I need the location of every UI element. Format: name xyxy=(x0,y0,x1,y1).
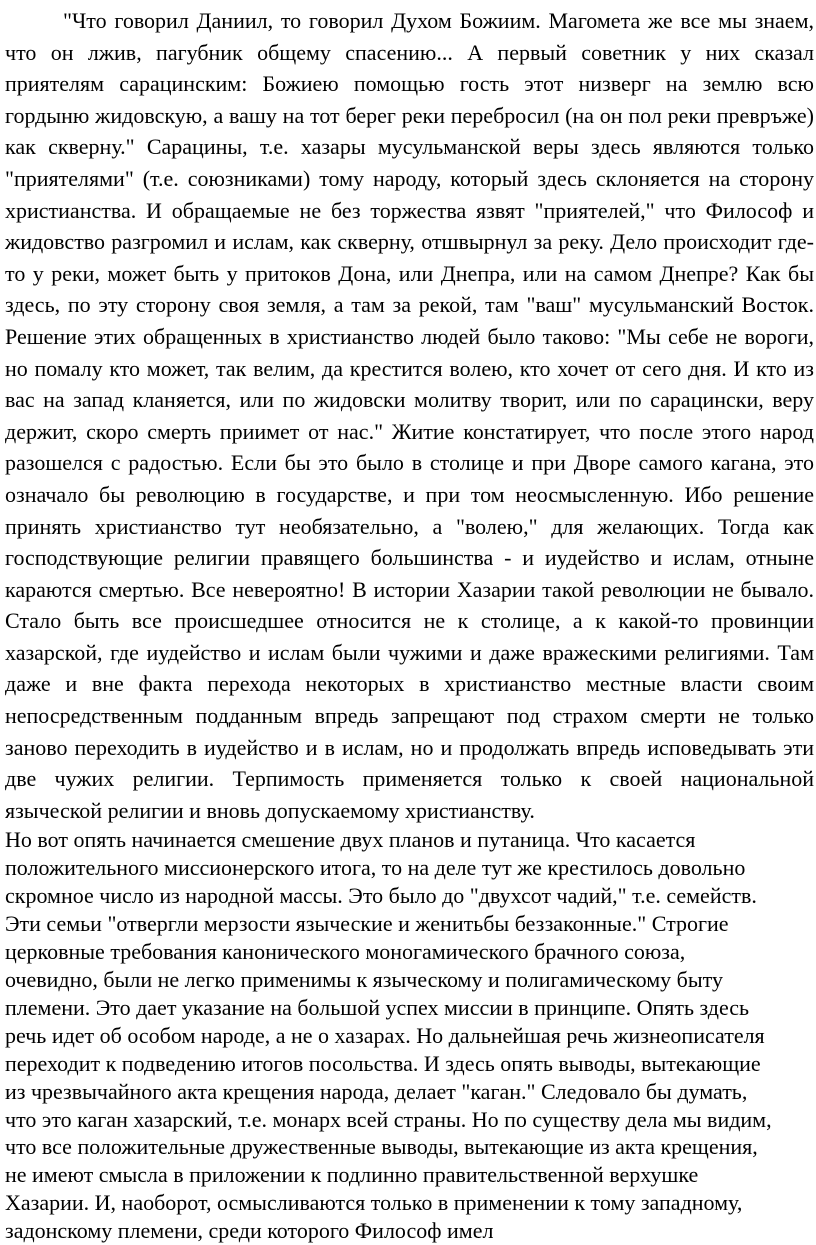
paragraph-2: Но вот опять начинается смешение двух планов и путаница. Что касается положительного миссионерского итога, то на деле тут же крестилось довольно скромное число из народной массы. Это было до "двухсот чадий," т.е. семейств. Эти семьи "отвергли мерзости языческие и женитьбы беззаконные." Строгие церковные требования канонического моногамического брачного союза, очевидно, были не легко применимы к языческому и полигамическому быту племени. Это дает указание на большой успех миссии в принципе. Опять здесь речь идет об особом народе, а не о хазарах. Но дальнейшая речь жизнеописателя переходит к подведению итогов посольства. И здесь опять выводы, вытекающие из чрезвычайного акта крещения народа, делает "каган." Следовало бы думать, что это каган хазарский, т.е. монарх всей страны. Но по существу дела мы видим, что все положительные дружественные выводы, вытекающие из акта крещения, не имеют смысла в приложении к подлинно правительственной верхушке Хазарии. И, наоборот, осмысливаются только в применении к тому западному, задонскому племени, среди которого Философ имел xyxy=(5,827,772,1244)
paragraph-1: "Что говорил Даниил, то говорил Духом Божиим. Магомета же все мы знаем, что он лжив, пагубник общему спасению... А первый советник у них сказал приятелям сарацинским: Божиею помощью гость этот низверг на землю всю гордыню жидовскую, а вашу на тот берег реки перебросил (на он пол реки превръже) как скверну." Сарацины, т.е. хазары мусульманской веры здесь являются только "приятелями" (т.е. союзниками) тому народу, который здесь склоняется на сторону христианства. И обращаемые не без торжества язвят "приятелей," что Философ и жидовство разгромил и ислам, как скверну, отшвырнул за реку. Дело происходит где-то у реки, может быть у притоков Дона, или Днепра, или на самом Днепре? Как бы здесь, по эту сторону своя земля, а там за рекой, там "ваш" мусульманский Восток. Решение этих обращенных в христианство людей было таково: "Мы себе не вороги, но помалу кто может, так велим, да крестится волею, кто хочет от сего дня. И кто из вас на запад кланяется, или по жидовски молитву творит, или по сарацински, веру держит, скоро смерть приимет от нас." Житие констатирует, что после этого народ разошелся с радостью. Если бы это было в столице и при Дворе самого кагана, это означало бы революцию в государстве, и при том неосмысленную. Ибо решение принять христианство тут необязательно, а "волею," для желающих. Тогда как господствующие религии правящего большинства - и иудейство и ислам, отныне караются смертью. Все невероятно! В истории Хазарии такой революции не бывало. Стало быть все происшедшее относится не к столице, а к какой-то провинции хазарской, где иудейство и ислам были чужими и даже вражескими религиями. Там даже и вне факта перехода некоторых в христианство местные власти своим непосредственным подданным впредь запрещают под страхом смерти не только заново переходить в иудейство и в ислам, но и продолжать впредь исповедывать эти две чужих религии. Терпимость применяется только к своей национальной языческой религии и вновь допускаемому христианству. xyxy=(5,8,814,823)
